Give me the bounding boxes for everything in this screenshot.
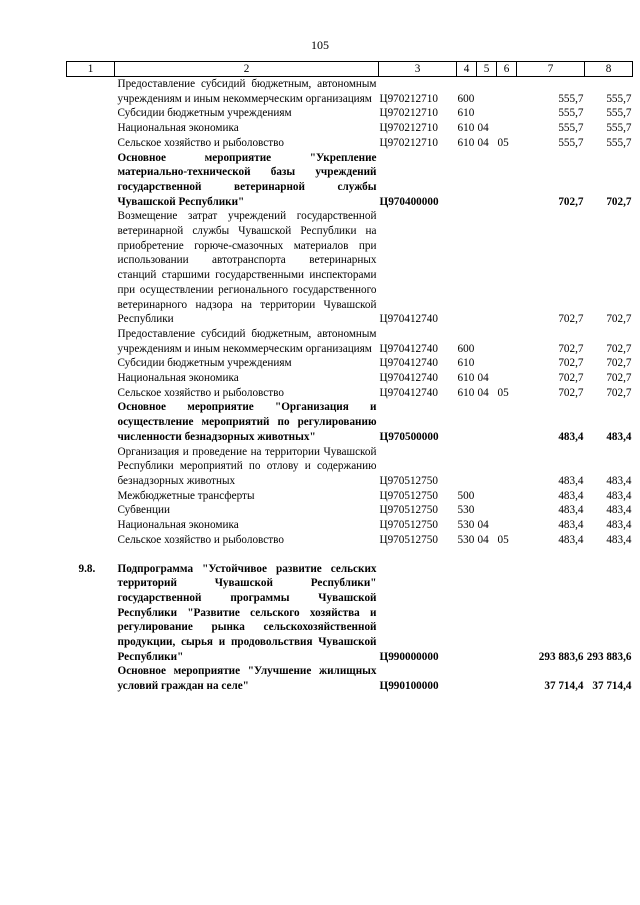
row-amount-col8: 702,7 — [606, 357, 632, 370]
row-index — [67, 503, 115, 518]
table-body — [67, 77, 633, 694]
table-row — [67, 371, 633, 386]
row-code: Ц970512750 — [379, 533, 438, 546]
row-amount-col8: 293 883,6 — [586, 650, 632, 663]
row-index — [67, 106, 115, 121]
row-section — [477, 503, 497, 518]
row-expense-type — [457, 400, 477, 444]
table-row — [67, 664, 633, 693]
row-amount-col8: 483,4 — [606, 474, 632, 487]
row-section — [477, 489, 497, 504]
row-subsection — [497, 445, 517, 489]
row-amount-col8: 483,4 — [606, 489, 632, 502]
row-code: Ц970512750 — [379, 519, 438, 532]
row-amount-col8: 702,7 — [606, 313, 632, 326]
row-amount-col7: 702,7 — [558, 357, 584, 370]
row-name: Основное мероприятие "Укрепление материально-технической базы учреждений государственной ветеринарной службы Чувашской Республики" — [117, 151, 377, 208]
row-code: Ц970400000 — [379, 195, 439, 208]
col-header-3: 3 — [379, 62, 457, 77]
row-amount-col7: 702,7 — [558, 313, 584, 326]
row-expense-type: 610 — [457, 136, 475, 149]
row-section: 04 — [477, 372, 489, 385]
row-subsection — [497, 327, 517, 356]
row-code: Ц970212710 — [379, 122, 438, 135]
col-header-7: 7 — [517, 62, 585, 77]
col-header-8: 8 — [585, 62, 633, 77]
row-code: Ц990100000 — [379, 680, 439, 693]
row-name: Возмещение затрат учреждений государственной ветеринарной службы Чувашской Республики на приобретение горюче-смазочных материалов при использовании автотранспорта ветеринарных станций старшими государственными инспекторами при осуществлении регионального государственного ветеринарного надзора на территории Чувашской Республики — [117, 210, 377, 326]
row-subsection: 05 — [497, 533, 509, 546]
row-subsection — [497, 518, 517, 533]
row-subsection: 05 — [497, 136, 509, 149]
row-subsection — [497, 489, 517, 504]
row-index — [67, 400, 115, 444]
table-row — [67, 77, 633, 107]
row-code: Ц970512750 — [379, 474, 438, 487]
row-index — [67, 209, 115, 327]
row-subsection — [497, 503, 517, 518]
row-expense-type — [457, 445, 477, 489]
row-index — [67, 664, 115, 693]
row-expense-type — [457, 151, 477, 210]
col-header-2: 2 — [115, 62, 379, 77]
row-name: Национальная экономика — [117, 519, 239, 532]
row-subsection — [497, 371, 517, 386]
row-amount-col8: 483,4 — [606, 430, 632, 443]
row-code: Ц970500000 — [379, 430, 439, 443]
row-amount-col7: 702,7 — [558, 342, 584, 355]
row-section — [477, 664, 497, 693]
row-amount-col8: 555,7 — [606, 107, 632, 120]
row-amount-col7: 483,4 — [558, 474, 584, 487]
row-expense-type — [457, 664, 477, 693]
page-number: 105 — [311, 38, 329, 52]
row-expense-type: 530 — [457, 519, 475, 532]
row-index — [67, 121, 115, 136]
row-subsection — [497, 121, 517, 136]
row-name: Сельское хозяйство и рыболовство — [117, 533, 284, 546]
row-index — [67, 151, 115, 210]
row-amount-col8: 483,4 — [606, 533, 632, 546]
col-header-5: 5 — [477, 62, 497, 77]
budget-table-container — [66, 61, 632, 694]
row-section — [477, 106, 497, 121]
row-expense-type: 610 — [457, 357, 475, 370]
col-header-6: 6 — [497, 62, 517, 77]
row-index — [67, 445, 115, 489]
row-index — [67, 533, 115, 548]
row-amount-col7: 483,4 — [558, 519, 584, 532]
row-amount-col8: 37 714,4 — [592, 680, 632, 693]
column-number-header — [67, 62, 633, 77]
row-name: Сельское хозяйство и рыболовство — [117, 136, 284, 149]
row-section — [477, 445, 497, 489]
table-row — [67, 327, 633, 356]
row-amount-col8: 702,7 — [606, 372, 632, 385]
row-expense-type: 600 — [457, 92, 475, 105]
row-amount-col8: 555,7 — [606, 136, 632, 149]
row-amount-col8: 555,7 — [606, 122, 632, 135]
col-header-4: 4 — [457, 62, 477, 77]
row-amount-col7: 483,4 — [558, 489, 584, 502]
table-row — [67, 533, 633, 548]
row-index — [67, 489, 115, 504]
table-row — [67, 445, 633, 489]
row-amount-col7: 555,7 — [558, 136, 584, 149]
row-index — [67, 371, 115, 386]
row-expense-type: 530 — [457, 504, 475, 517]
row-code: Ц970512750 — [379, 489, 438, 502]
row-amount-col8: 702,7 — [606, 342, 632, 355]
row-code: Ц970512750 — [379, 504, 438, 517]
row-subsection — [497, 209, 517, 327]
row-name: Основное мероприятие "Улучшение жилищных условий граждан на селе" — [117, 665, 377, 693]
row-index — [67, 327, 115, 356]
row-section — [477, 327, 497, 356]
row-expense-type: 610 — [457, 122, 475, 135]
row-name: Организация и проведение на территории Чувашской Республики мероприятий по отлову и содержанию безнадзорных животных — [117, 445, 377, 487]
row-spacer — [67, 548, 633, 562]
row-code: Ц970412740 — [379, 357, 438, 370]
row-name: Предоставление субсидий бюджетным, автономным учреждениям и иным некоммерческим организациям — [117, 327, 377, 355]
row-index: 9.8. — [78, 562, 96, 575]
row-section — [477, 356, 497, 371]
row-name: Предоставление субсидий бюджетным, автономным учреждениям и иным некоммерческим организациям — [117, 78, 377, 105]
row-index — [67, 386, 115, 401]
table-row — [67, 400, 633, 444]
row-index — [67, 518, 115, 533]
row-amount-col7: 555,7 — [558, 92, 584, 105]
table-row — [67, 548, 633, 562]
row-subsection — [497, 151, 517, 210]
row-name: Подпрограмма "Устойчивое развитие сельских территорий Чувашской Республики" государственной программы Чувашской Республики "Развитие сельского хозяйства и регулирование рынка сельскохозяйственной продукции, сырья и продовольствия Чувашской Республики" — [117, 562, 377, 663]
row-amount-col7: 483,4 — [558, 533, 584, 546]
row-section: 04 — [477, 519, 489, 532]
row-amount-col8: 702,7 — [606, 386, 632, 399]
row-section — [477, 400, 497, 444]
row-expense-type: 600 — [457, 342, 475, 355]
row-name: Сельское хозяйство и рыболовство — [117, 386, 284, 399]
row-code: Ц970412740 — [379, 386, 438, 399]
col-header-1: 1 — [67, 62, 115, 77]
row-code: Ц990000000 — [379, 650, 439, 663]
row-amount-col8: 555,7 — [606, 92, 632, 105]
row-name: Субвенции — [117, 504, 170, 517]
row-expense-type: 500 — [457, 489, 475, 502]
row-code: Ц970412740 — [379, 372, 438, 385]
budget-table — [66, 61, 633, 694]
row-subsection — [497, 664, 517, 693]
row-amount-col8: 483,4 — [606, 504, 632, 517]
row-subsection — [497, 77, 517, 107]
table-row — [67, 503, 633, 518]
row-amount-col8: 483,4 — [606, 519, 632, 532]
row-amount-col7: 483,4 — [558, 430, 584, 443]
table-row — [67, 356, 633, 371]
table-row — [67, 136, 633, 151]
row-expense-type: 610 — [457, 386, 475, 399]
row-code: Ц970412740 — [379, 342, 438, 355]
row-expense-type — [457, 209, 477, 327]
row-amount-col8: 702,7 — [606, 195, 632, 208]
row-subsection — [497, 106, 517, 121]
row-index — [67, 77, 115, 107]
row-name: Межбюджетные трансферты — [117, 489, 255, 502]
row-amount-col7: 555,7 — [558, 122, 584, 135]
row-amount-col7: 483,4 — [558, 504, 584, 517]
row-amount-col7: 702,7 — [558, 386, 584, 399]
row-expense-type: 610 — [457, 372, 475, 385]
row-expense-type — [457, 562, 477, 665]
row-section: 04 — [477, 136, 489, 149]
row-code: Ц970212710 — [379, 92, 438, 105]
row-amount-col7: 293 883,6 — [538, 650, 584, 663]
row-name: Национальная экономика — [117, 122, 239, 135]
row-amount-col7: 702,7 — [558, 195, 584, 208]
row-subsection — [497, 356, 517, 371]
row-amount-col7: 702,7 — [558, 372, 584, 385]
row-amount-col7: 555,7 — [558, 107, 584, 120]
row-subsection — [497, 400, 517, 444]
row-expense-type: 610 — [457, 107, 475, 120]
row-name: Национальная экономика — [117, 372, 239, 385]
row-section — [477, 209, 497, 327]
row-name: Основное мероприятие "Организация и осуществление мероприятий по регулированию численности безнадзорных животных" — [117, 401, 377, 443]
row-section — [477, 77, 497, 107]
table-row — [67, 209, 633, 327]
row-amount-col7: 37 714,4 — [544, 680, 584, 693]
table-row — [67, 562, 633, 665]
row-index — [67, 356, 115, 371]
table-row — [67, 121, 633, 136]
table-row — [67, 106, 633, 121]
row-section — [477, 151, 497, 210]
row-section: 04 — [477, 533, 489, 546]
table-row — [67, 386, 633, 401]
row-subsection — [497, 562, 517, 665]
row-section: 04 — [477, 122, 489, 135]
row-index — [67, 136, 115, 151]
table-row — [67, 518, 633, 533]
row-subsection: 05 — [497, 386, 509, 399]
table-row — [67, 489, 633, 504]
row-name: Субсидии бюджетным учреждениям — [117, 357, 292, 370]
row-code: Ц970212710 — [379, 107, 438, 120]
row-name: Субсидии бюджетным учреждениям — [117, 107, 292, 120]
row-code: Ц970212710 — [379, 136, 438, 149]
table-row — [67, 151, 633, 210]
row-section — [477, 562, 497, 665]
row-section: 04 — [477, 386, 489, 399]
row-expense-type: 530 — [457, 533, 475, 546]
row-code: Ц970412740 — [379, 313, 438, 326]
